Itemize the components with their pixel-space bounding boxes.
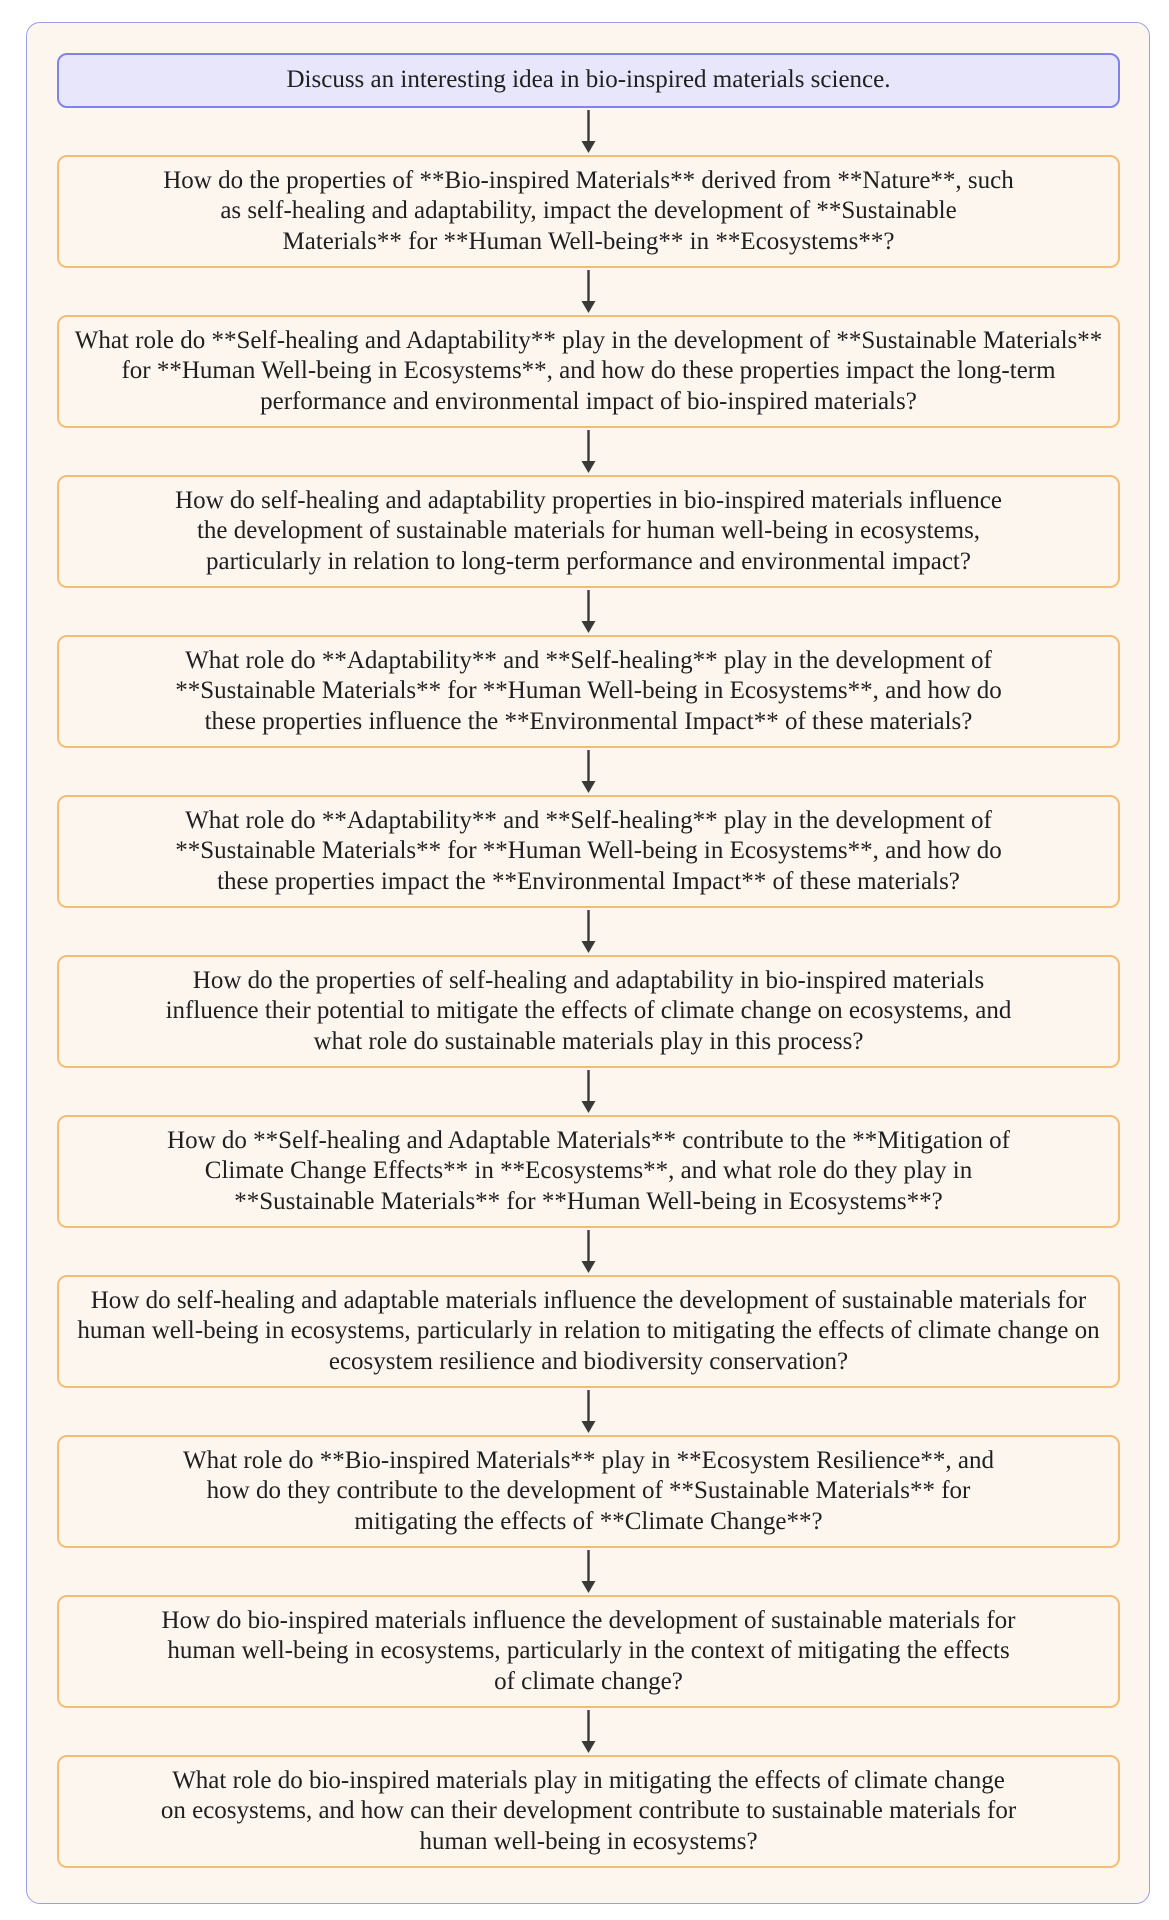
flow-node-start (57, 53, 1120, 108)
flow-node-10 (57, 1595, 1120, 1708)
flow-node-text: What role do **Adaptability** and **Self-healing** play in the development of **Sustainable Materials** for **Human Well-being in Ecosystems**, and how do these properties influence the **Environmental Impact** of these materials? (175, 646, 1002, 735)
flowchart (57, 53, 1120, 1868)
flow-node-2 (57, 315, 1120, 428)
flow-node-8 (57, 1275, 1120, 1388)
flow-node-text: How do the properties of **Bio-inspired Materials** derived from **Nature**, such as self-healing and adaptability, impact the development of **Sustainable Materials** for **Human Well-being** in **Ecosystems**? (163, 166, 1014, 255)
flow-arrow (57, 1228, 1120, 1275)
flow-node-11 (57, 1755, 1120, 1868)
flow-arrow (57, 748, 1120, 795)
flow-node-text: How do self-healing and adaptability properties in bio-inspired materials influence the development of sustainable materials for human well-being in ecosystems, particularly in relation to long-term performance and environmental impact? (175, 486, 1002, 575)
flow-arrow (57, 1548, 1120, 1595)
flow-node-7 (57, 1115, 1120, 1228)
flow-node-9 (57, 1435, 1120, 1548)
flow-arrow (57, 108, 1120, 155)
flow-node-text: What role do bio-inspired materials play in mitigating the effects of climate change on ecosystems, and how can their development contribute to sustainable materials for human well-being in ecosystems? (160, 1766, 1017, 1855)
flow-arrow (57, 1708, 1120, 1755)
flow-node-text: How do the properties of self-healing and adaptability in bio-inspired materials influence their potential to mitigate the effects of climate change on ecosystems, and what role do sustainable materials play in this process? (165, 966, 1012, 1055)
flow-arrow (57, 268, 1120, 315)
flow-node-text: How do **Self-healing and Adaptable Materials** contribute to the **Mitigation of Climate Change Effects** in **Ecosystems**, and what role do they play in **Sustainable Materials** for **Human Well-being in Ecosystems**? (167, 1126, 1010, 1215)
flow-node-6 (57, 955, 1120, 1068)
flow-node-1 (57, 155, 1120, 268)
flow-arrow (57, 1388, 1120, 1435)
flow-arrow (57, 908, 1120, 955)
flow-node-text: What role do **Self-healing and Adaptability** play in the development of **Sustainable Materials** for **Human Well-being in Ecosystems**, and how do these properties impact the long-term performance and environmental impact of bio-inspired materials? (74, 326, 1103, 415)
flow-node-3 (57, 475, 1120, 588)
flow-node-text: Discuss an interesting idea in bio-inspired materials science. (286, 66, 891, 94)
flow-node-text: What role do **Bio-inspired Materials** play in **Ecosystem Resilience**, and how do they contribute to the development of **Sustainable Materials** for mitigating the effects of **Climate Change**? (183, 1446, 994, 1535)
flow-arrow (57, 1068, 1120, 1115)
flow-arrow (57, 588, 1120, 635)
flow-arrow (57, 428, 1120, 475)
flow-node-5 (57, 795, 1120, 908)
flow-node-text: What role do **Adaptability** and **Self-healing** play in the development of **Sustainable Materials** for **Human Well-being in Ecosystems**, and how do these properties impact the **Environmental Impact** of these materials? (175, 806, 1002, 895)
flow-node-text: How do self-healing and adaptable materials influence the development of sustainable materials for human well-being in ecosystems, particularly in relation to mitigating the effects of climate change on ecosystem resilience and biodiversity conservation? (77, 1286, 1100, 1375)
flow-node-text: How do bio-inspired materials influence the development of sustainable materials for human well-being in ecosystems, particularly in the context of mitigating the effects of climate change? (161, 1606, 1016, 1695)
flow-node-4 (57, 635, 1120, 748)
